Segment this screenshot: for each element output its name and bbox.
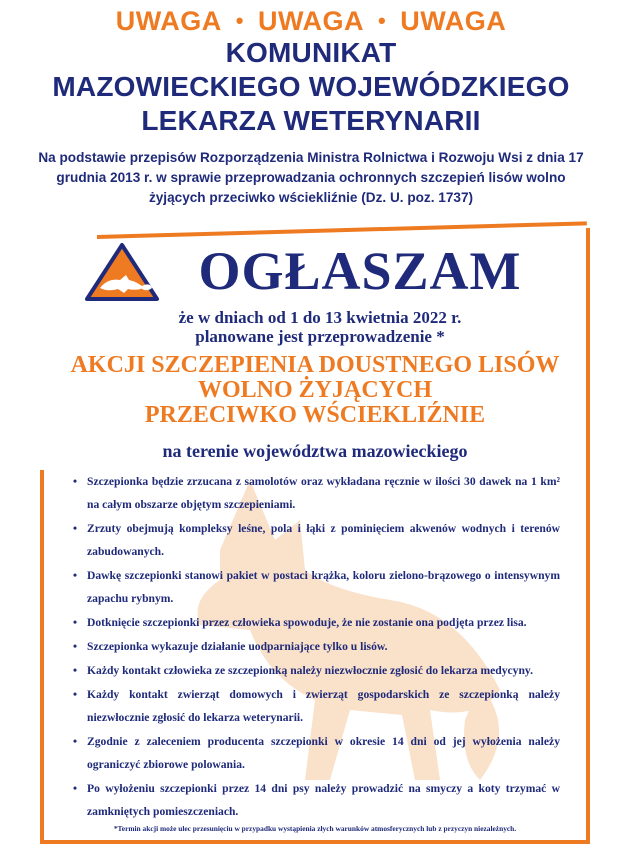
- title-authority: MAZOWIECKIEGO WOJEWÓDZKIEGO: [52, 71, 570, 102]
- uwaga-banner: [0, 6, 622, 36]
- action-title-line: PRZECIWKO WŚCIEKLIŹNIE: [144, 402, 486, 428]
- info-list: [70, 470, 560, 824]
- header: [0, 0, 622, 208]
- uwaga-word: UWAGA: [258, 6, 364, 36]
- frame-border-right: [586, 228, 590, 840]
- list-item: • Zgodnie z zaleceniem producenta szczepionki w okresie 14 dni od jej wyłożenia należy ograniczyć zbiorowe polowania.: [70, 730, 560, 776]
- action-title-line: AKCJI SZCZEPIENIA DOUSTNEGO LISÓW: [70, 352, 560, 378]
- frame-border-bottom: [40, 840, 590, 844]
- dates-line: że w dniach od 1 do 13 kwietnia 2022 r.: [178, 308, 462, 327]
- list-item: • Dawkę szczepionki stanowi pakiet w postaci krążka, koloru zielono-brązowego o intensywnym zapachu rybnym.: [70, 564, 560, 610]
- list-item: • Każdy kontakt człowieka ze szczepionką należy niezwłocznie zgłosić do lekarza medycyny.: [70, 659, 560, 682]
- action-dates: [100, 308, 540, 346]
- list-item: • Każdy kontakt zwierząt domowych i zwierząt gospodarskich ze szczepionką należy niezwłocznie zgłosić do lekarza weterynarii.: [70, 683, 560, 729]
- list-item: • Dotknięcie szczepionki przez człowieka spowoduje, że nie zostanie ona podjęta przez lisa.: [70, 611, 560, 634]
- separator-dot: •: [235, 8, 244, 33]
- action-title: [40, 353, 590, 428]
- action-title-line: WOLNO ŻYJĄCYCH: [197, 377, 432, 403]
- uwaga-word: UWAGA: [115, 6, 222, 36]
- list-item: • Szczepionka wykazuje działanie uodparniające tylko u lisów.: [70, 635, 560, 658]
- announcement-heading: OGŁASZAM: [198, 241, 522, 301]
- fox-warning-sign-icon: [84, 242, 160, 302]
- uwaga-word: UWAGA: [400, 6, 507, 36]
- frame-border-top: [97, 221, 587, 239]
- list-item: • Po wyłożeniu szczepionki przez 14 dni psy należy prowadzić na smyczy a koty trzymać w zamkniętych pomieszczeniach.: [70, 777, 560, 823]
- region-text: na terenie województwa mazowieckiego: [162, 441, 468, 461]
- separator-dot: •: [378, 8, 387, 33]
- title-komunikat: KOMUNIKAT: [225, 37, 397, 68]
- frame-border-left: [40, 470, 44, 844]
- title-role: LEKARZA WETERYNARII: [141, 105, 481, 136]
- planned-line: planowane jest przeprowadzenie *: [195, 327, 445, 346]
- legal-basis-text: Na podstawie przepisów Rozporządzenia Ministra Rolnictwa i Rozwoju Wsi z dnia 17 grudnia 2013 r. w sprawie przeprowadzania ochronnych szczepień lisów wolno żyjących przeciwko wściekliźnie (Dz. U. poz. 1737): [38, 150, 584, 205]
- list-item: • Szczepionka będzie zrzucana z samolotów oraz wykładana ręcznie w ilości 30 dawek na 1 km² na całym obszarze objętym szczepieniami.: [70, 470, 560, 516]
- footnote: *Termin akcji może ulec przesunięciu w przypadku wystąpienia złych warunków atmosferycznych lub z przyczyn niezależnych.: [113, 824, 517, 833]
- list-item: • Zrzuty obejmują kompleksy leśne, pola i łąki z pominięciem akwenów wodnych i terenów zabudowanych.: [70, 517, 560, 563]
